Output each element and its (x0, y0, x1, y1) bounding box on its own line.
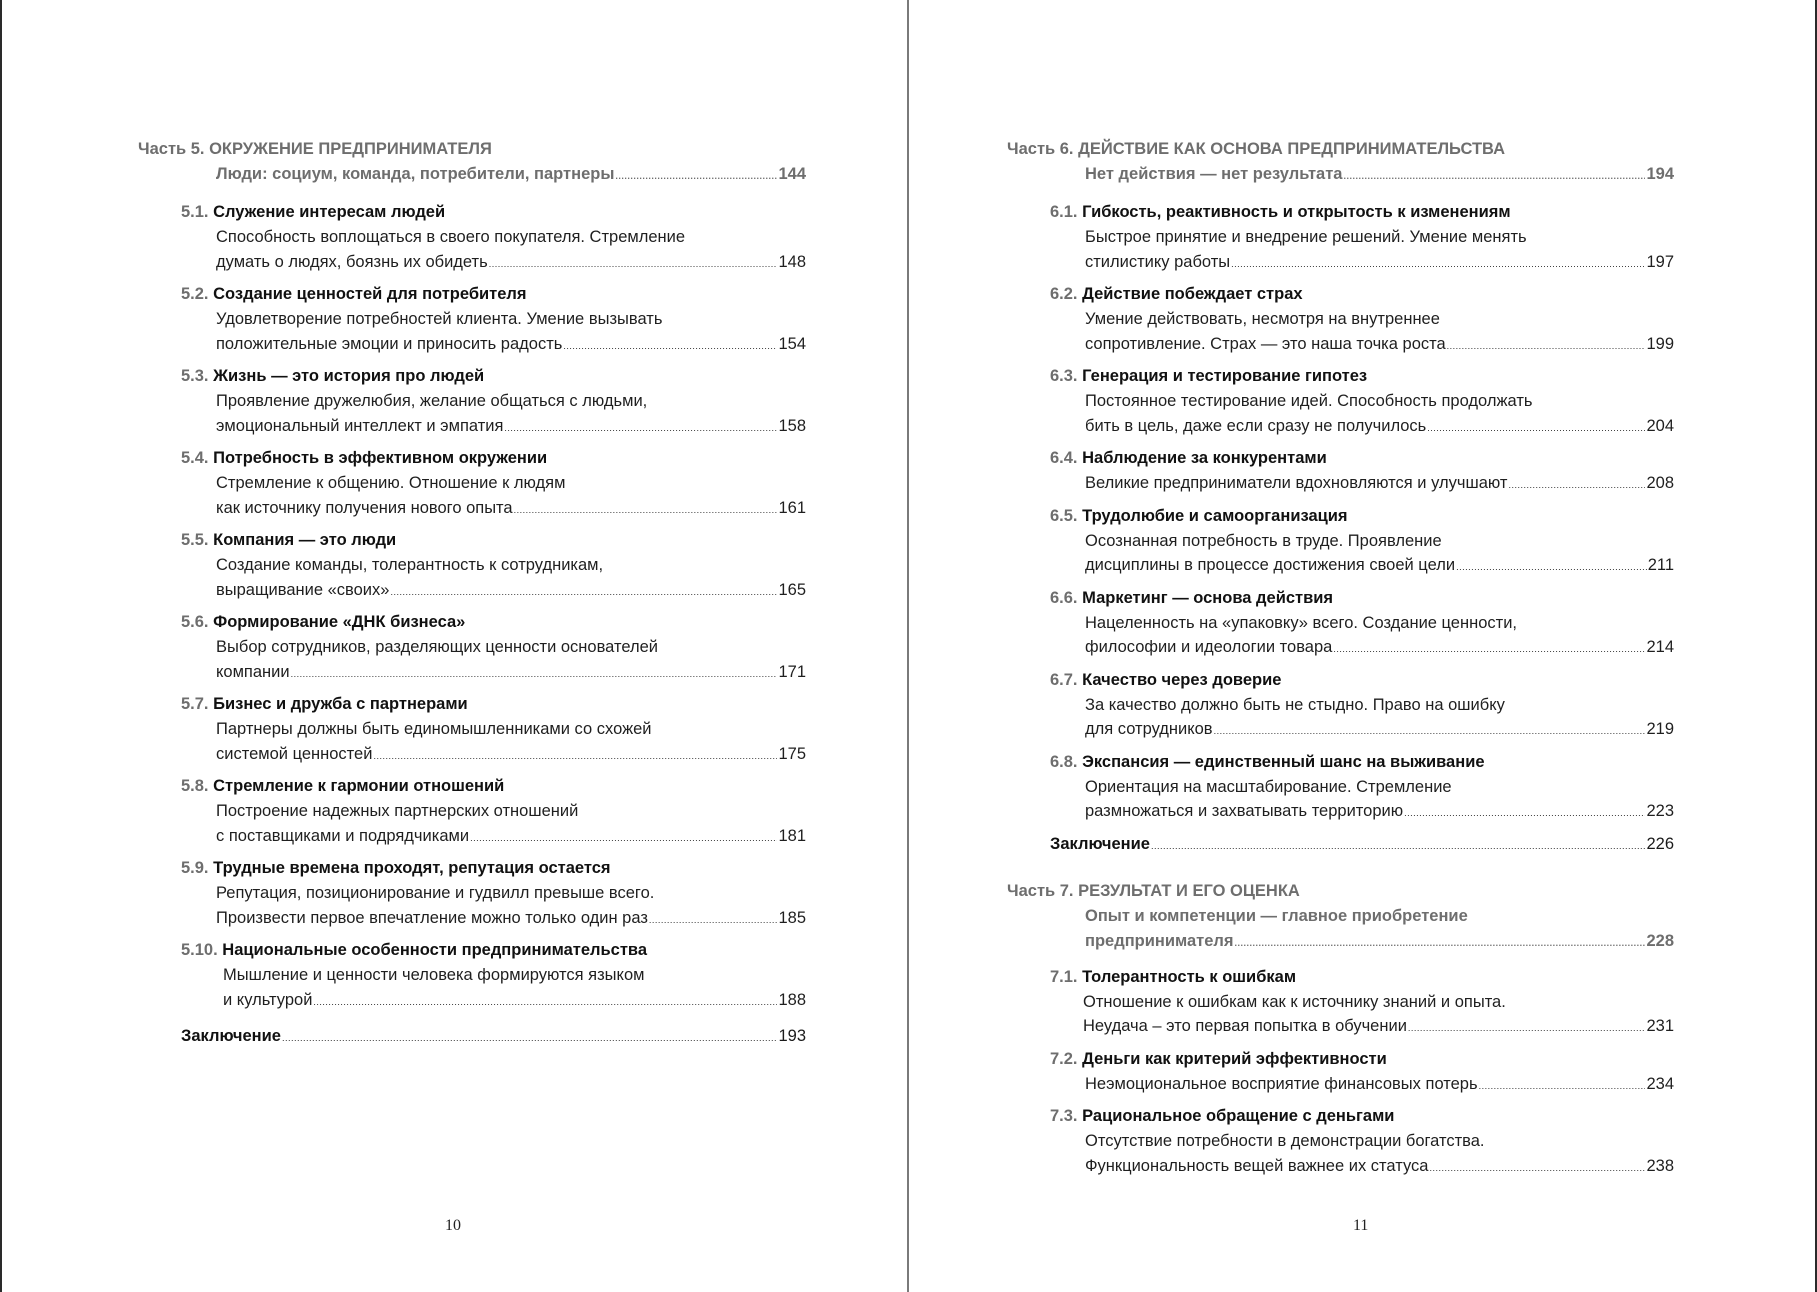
page-ref: 161 (778, 498, 806, 517)
dot-leader (291, 662, 778, 687)
section-number: 5.10. (181, 941, 218, 959)
section-title: Стремление к гармонии отношений (213, 777, 505, 795)
dot-leader (1214, 719, 1646, 744)
section-title: Наблюдение за конкурентами (1082, 449, 1327, 467)
section-title: Рациональное обращение с деньгами (1082, 1107, 1395, 1125)
toc-section[interactable] (138, 446, 806, 522)
section-title: Генерация и тестирование гипотез (1082, 367, 1368, 385)
section-description: Выбор сотрудников, разделяющих ценности основателей (216, 638, 658, 656)
page-ref: 204 (1646, 416, 1674, 435)
page-number: 11 (1353, 1217, 1369, 1234)
part-subtitle: Нет действия — нет результата (1085, 165, 1343, 183)
dot-leader (1456, 555, 1647, 580)
part-subtitle-entry[interactable] (1007, 929, 1674, 956)
page-ref: 238 (1646, 1156, 1674, 1175)
toc-section[interactable] (138, 364, 806, 440)
section-title: Трудные времена проходят, репутация остается (213, 859, 611, 877)
section-title: Создание ценностей для потребителя (213, 285, 527, 303)
page-ref: 188 (778, 990, 806, 1009)
section-title: Маркетинг — основа действия (1082, 588, 1334, 607)
part-subtitle: Опыт и компетенции — главное приобретение (1085, 906, 1468, 925)
toc-conclusion[interactable] (138, 1024, 806, 1051)
page-ref: 208 (1646, 474, 1674, 492)
toc-section[interactable] (1007, 1104, 1674, 1180)
page-ref: 171 (778, 662, 806, 681)
section-description: философии и идеологии товара (1085, 638, 1333, 656)
section-description: Неэмоциональное восприятие финансовых потерь (1085, 1074, 1478, 1093)
section-number: 5.8. (181, 777, 209, 795)
section-description: думать о людях, боязнь их обидеть (216, 252, 488, 271)
page-ref: 223 (1646, 802, 1674, 820)
section-title: Бизнес и дружба с партнерами (213, 695, 468, 713)
section-number: 5.5. (181, 531, 209, 549)
section-description: Создание команды, толерантность к сотрудникам, (216, 556, 604, 574)
dot-leader (514, 498, 778, 523)
part-header (1007, 879, 1674, 956)
page-ref: 193 (778, 1027, 806, 1045)
right-page (909, 0, 1815, 1292)
section-title: Жизнь — это история про людей (213, 367, 485, 385)
section-number: 6.2. (1050, 285, 1078, 303)
section-title: Гибкость, реактивность и открытость к изменениям (1082, 203, 1511, 221)
dot-leader (1235, 931, 1646, 956)
part-title: Часть 7. РЕЗУЛЬТАТ И ЕГО ОЦЕНКА (1007, 881, 1300, 900)
section-description: Репутация, позиционирование и гудвилл превыше всего. (216, 884, 655, 902)
section-description: стилистику работы (1085, 252, 1231, 271)
toc-section[interactable] (1007, 1047, 1674, 1099)
section-description: Отношение к ошибкам как к источнику знаний и опыта. (1083, 992, 1506, 1011)
dot-leader (1404, 801, 1645, 826)
section-title: Качество через доверие (1082, 670, 1282, 689)
part-subtitle: предпринимателя (1085, 931, 1234, 950)
page-ref: 154 (778, 334, 806, 353)
dot-leader (470, 826, 777, 851)
page-ref: 175 (778, 744, 806, 763)
page-ref: 231 (1646, 1017, 1674, 1035)
section-title: Национальные особенности предпринимательства (222, 941, 648, 959)
section-description: Мышление и ценности человека формируются языком (223, 966, 645, 984)
toc-section[interactable] (1007, 282, 1674, 358)
section-number: 5.6. (181, 613, 209, 631)
section-description: Партнеры должны быть единомышленниками со схожей (216, 720, 652, 738)
section-title: Деньги как критерий эффективности (1082, 1049, 1387, 1068)
section-number: 6.1. (1050, 203, 1078, 221)
part-header (138, 137, 806, 189)
dot-leader (1508, 473, 1645, 498)
page-number: 10 (445, 1217, 461, 1234)
section-description: эмоциональный интеллект и эмпатия (216, 416, 504, 435)
page-ref: 194 (1646, 165, 1674, 183)
section-number: 6.7. (1050, 670, 1078, 689)
section-description: Построение надежных партнерских отношений (216, 802, 579, 820)
toc-section[interactable] (1007, 965, 1674, 1041)
page-ref: 219 (1646, 720, 1674, 738)
section-description: Постоянное тестирование идей. Способность продолжать (1085, 392, 1533, 410)
dot-leader (1447, 334, 1646, 359)
dot-leader (1343, 164, 1645, 189)
dot-leader (504, 416, 777, 441)
section-description: Удовлетворение потребностей клиента. Умение вызывать (216, 310, 663, 328)
section-number: 5.9. (181, 859, 209, 877)
section-number: 5.1. (181, 203, 209, 221)
section-number: 5.2. (181, 285, 209, 303)
section-number: 6.8. (1050, 752, 1078, 771)
toc-section[interactable] (1007, 364, 1674, 440)
section-description: Неудача – это первая попытка в обучении (1083, 1017, 1407, 1035)
section-description: Нацеленность на «упаковку» всего. Создание ценности, (1085, 613, 1517, 632)
section-description: размножаться и захватывать территорию (1085, 802, 1404, 820)
dot-leader (390, 580, 777, 605)
dot-leader (649, 908, 778, 933)
toc-section[interactable] (1007, 504, 1674, 580)
section-description: Великие предприниматели вдохновляются и улучшают (1085, 474, 1508, 492)
toc-section[interactable] (138, 200, 806, 276)
section-title: Служение интересам людей (213, 203, 446, 221)
page-ref: 185 (778, 908, 806, 927)
dot-leader (373, 744, 777, 769)
section-description: Ориентация на масштабирование. Стремление (1085, 777, 1452, 796)
page-ref: 228 (1646, 931, 1674, 950)
section-number: 5.3. (181, 367, 209, 385)
section-number: 6.3. (1050, 367, 1078, 385)
toc-section[interactable] (1007, 586, 1674, 662)
section-description: бить в цель, даже если сразу не получилось (1085, 416, 1427, 435)
toc-section[interactable] (1007, 750, 1674, 826)
section-number: 7.3. (1050, 1107, 1078, 1125)
section-number: 5.7. (181, 695, 209, 713)
page-ref: 197 (1646, 252, 1674, 271)
table-of-contents (138, 137, 806, 1051)
dot-leader (1408, 1016, 1646, 1041)
part-title: Часть 6. ДЕЙСТВИЕ КАК ОСНОВА ПРЕДПРИНИМАТЕЛЬСТВА (1007, 140, 1506, 158)
page-ref: 148 (778, 252, 806, 271)
toc-section[interactable] (138, 938, 806, 1014)
section-number: 5.4. (181, 449, 209, 467)
toc-section[interactable] (138, 528, 806, 604)
part-subtitle-entry[interactable] (138, 162, 806, 189)
dot-leader (1231, 252, 1645, 277)
section-title: Компания — это люди (213, 531, 397, 549)
dot-leader (1429, 1156, 1645, 1181)
section-description: сопротивление. Страх — это наша точка роста (1085, 334, 1446, 353)
section-title: Толерантность к ошибкам (1082, 967, 1297, 986)
section-description: Способность воплощаться в своего покупателя. Стремление (216, 228, 686, 246)
section-number: 6.4. (1050, 449, 1078, 467)
page-ref: 226 (1646, 834, 1674, 853)
page-ref: 144 (778, 165, 806, 183)
toc-conclusion[interactable] (1007, 832, 1674, 859)
page-ref: 199 (1646, 334, 1674, 353)
dot-leader (1479, 1074, 1646, 1099)
section-description: Отсутствие потребности в демонстрации богатства. (1085, 1132, 1485, 1150)
section-description: Проявление дружелюбия, желание общаться с людьми, (216, 392, 648, 410)
section-number: 6.6. (1050, 588, 1078, 607)
conclusion-title: Заключение (1050, 834, 1150, 853)
section-number: 6.5. (1050, 506, 1078, 525)
section-title: Трудолюбие и самоорганизация (1082, 506, 1348, 525)
part-header (1007, 137, 1674, 189)
dot-leader (282, 1026, 778, 1051)
section-description: и культурой (223, 990, 313, 1009)
section-description: положительные эмоции и приносить радость (216, 334, 563, 353)
page-ref: 211 (1647, 556, 1674, 574)
section-description: с поставщиками и подрядчиками (216, 826, 470, 845)
section-description: как источнику получения нового опыта (216, 498, 513, 517)
page-ref: 158 (778, 416, 806, 435)
toc-section[interactable] (138, 692, 806, 768)
section-description: Быстрое принятие и внедрение решений. Умение менять (1085, 228, 1527, 246)
page-ref: 234 (1646, 1074, 1674, 1093)
toc-section[interactable] (138, 610, 806, 686)
toc-section[interactable] (1007, 200, 1674, 276)
section-description: Стремление к общению. Отношение к людям (216, 474, 566, 492)
part-subtitle-entry[interactable] (1007, 162, 1674, 189)
dot-leader (1151, 834, 1646, 859)
section-description: Функциональность вещей важнее их статуса (1085, 1156, 1429, 1175)
page-ref: 165 (778, 580, 806, 599)
section-description: системой ценностей (216, 744, 373, 763)
section-description: дисциплины в процессе достижения своей цели (1085, 556, 1456, 574)
dot-leader (1427, 416, 1645, 441)
section-description: компании (216, 662, 290, 681)
dot-leader (615, 164, 777, 189)
section-description: для сотрудников (1085, 720, 1213, 738)
toc-section[interactable] (138, 774, 806, 850)
part-subtitle: Люди: социум, команда, потребители, партнеры (216, 165, 615, 183)
left-page (0, 0, 907, 1292)
dot-leader (313, 990, 777, 1015)
toc-section[interactable] (138, 856, 806, 932)
section-description: Осознанная потребность в труде. Проявление (1085, 531, 1442, 550)
page-ref: 214 (1646, 638, 1674, 656)
dot-leader (1333, 637, 1645, 662)
toc-section[interactable] (1007, 446, 1674, 498)
section-description: Умение действовать, несмотря на внутреннее (1085, 310, 1440, 328)
toc-section[interactable] (1007, 668, 1674, 744)
section-description: Произвести первое впечатление можно только один раз (216, 908, 648, 927)
section-title: Действие побеждает страх (1082, 285, 1303, 303)
dot-leader (563, 334, 777, 359)
dot-leader (489, 252, 778, 277)
section-number: 7.2. (1050, 1049, 1078, 1068)
table-of-contents (1007, 137, 1674, 1186)
toc-section[interactable] (138, 282, 806, 358)
page-ref: 181 (778, 826, 806, 845)
section-title: Потребность в эффективном окружении (213, 449, 548, 467)
section-description: выращивание «своих» (216, 580, 390, 599)
section-number: 7.1. (1050, 967, 1078, 986)
section-title: Экспансия — единственный шанс на выживание (1082, 752, 1485, 771)
section-title: Формирование «ДНК бизнеса» (213, 613, 466, 631)
part-title: Часть 5. ОКРУЖЕНИЕ ПРЕДПРИНИМАТЕЛЯ (138, 140, 492, 158)
conclusion-title: Заключение (181, 1027, 281, 1045)
section-description: За качество должно быть не стыдно. Право на ошибку (1085, 695, 1505, 714)
